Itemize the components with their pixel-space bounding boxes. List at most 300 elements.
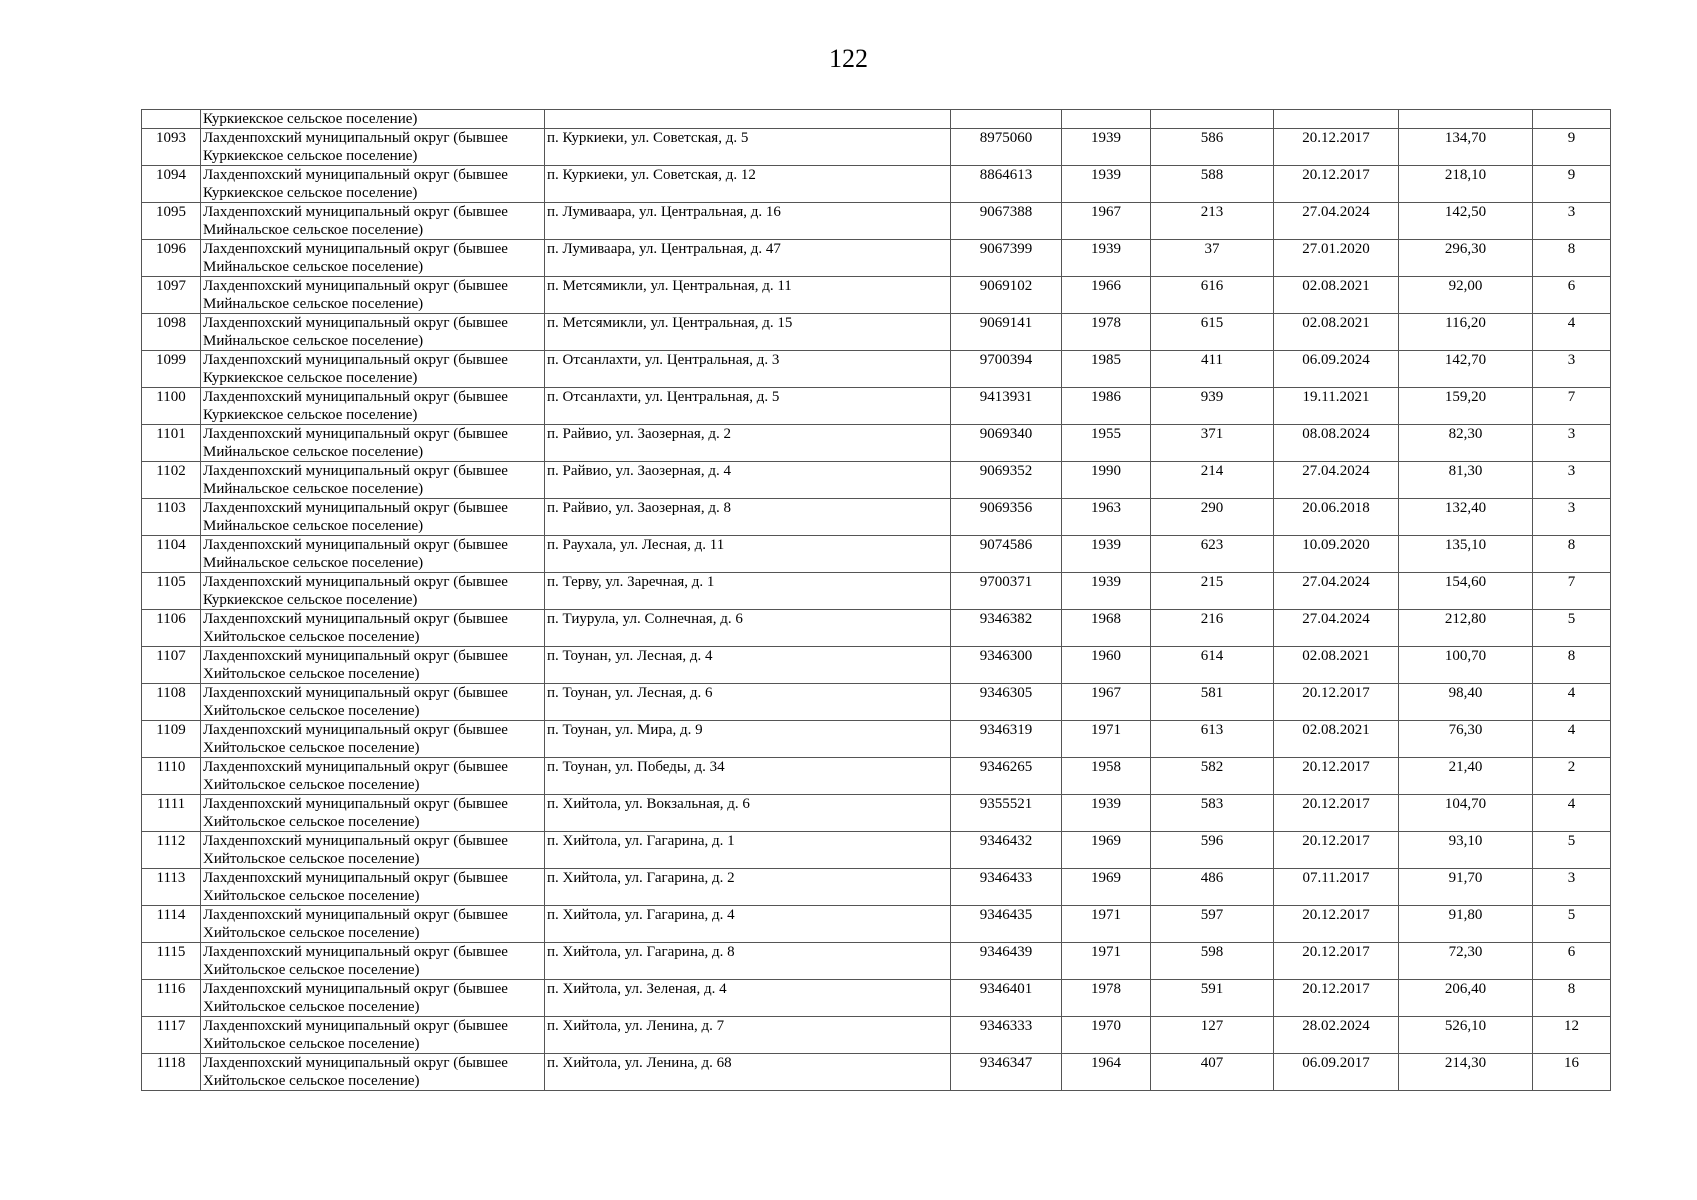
cell-date: 27.04.2024 [1274, 573, 1399, 610]
cell-number: 1106 [142, 610, 201, 647]
cell-address: п. Тоунан, ул. Мира, д. 9 [545, 721, 951, 758]
organization-line-2: Хийтольское сельское поселение) [203, 703, 420, 719]
organization-line-1: Лахденпохский муниципальный округ (бывшее [203, 241, 508, 257]
cell-year: 1939 [1062, 536, 1151, 573]
cell-organization [201, 980, 545, 1017]
cell-date: 06.09.2024 [1274, 351, 1399, 388]
cell-year: 1964 [1062, 1054, 1151, 1091]
organization-line-1: Лахденпохский муниципальный округ (бывшее [203, 167, 508, 183]
cell-address: п. Раухала, ул. Лесная, д. 11 [545, 536, 951, 573]
cell-address: п. Хийтола, ул. Гагарина, д. 8 [545, 943, 951, 980]
cell-area: 212,80 [1399, 610, 1533, 647]
table-row [142, 869, 1611, 906]
cell-people: 4 [1533, 721, 1611, 758]
cell-date: 08.08.2024 [1274, 425, 1399, 462]
cell-area: 92,00 [1399, 277, 1533, 314]
cell-reg-number: 215 [1151, 573, 1274, 610]
cell-date: 20.12.2017 [1274, 129, 1399, 166]
cell-area: 526,10 [1399, 1017, 1533, 1054]
cell-year: 1990 [1062, 462, 1151, 499]
cell-date: 19.11.2021 [1274, 388, 1399, 425]
cell-address: п. Отсанлахти, ул. Центральная, д. 3 [545, 351, 951, 388]
organization-line-2: Хийтольское сельское поселение) [203, 962, 420, 978]
organization-line-1: Лахденпохский муниципальный округ (бывшее [203, 1018, 508, 1034]
cell-date: 28.02.2024 [1274, 1017, 1399, 1054]
cell-number: 1093 [142, 129, 201, 166]
cell-year: 1939 [1062, 240, 1151, 277]
cell-date: 02.08.2021 [1274, 314, 1399, 351]
cell-code: 9346333 [951, 1017, 1062, 1054]
cell-code: 9346305 [951, 684, 1062, 721]
cell-number: 1112 [142, 832, 201, 869]
cell-year: 1939 [1062, 129, 1151, 166]
cell-area: 76,30 [1399, 721, 1533, 758]
cell-people: 3 [1533, 869, 1611, 906]
organization-line-2: Хийтольское сельское поселение) [203, 777, 420, 793]
cell-code: 9069352 [951, 462, 1062, 499]
table-row [142, 536, 1611, 573]
cell-reg-number: 127 [1151, 1017, 1274, 1054]
table-row [142, 573, 1611, 610]
cell-organization [201, 758, 545, 795]
cell-organization [201, 277, 545, 314]
cell-people: 7 [1533, 388, 1611, 425]
cell-reg-number: 582 [1151, 758, 1274, 795]
organization-line-1: Лахденпохский муниципальный округ (бывшее [203, 463, 508, 479]
organization-line-1: Лахденпохский муниципальный округ (бывшее [203, 204, 508, 220]
cell-reg-number: 371 [1151, 425, 1274, 462]
cell-organization: Куркиекское сельское поселение) [201, 110, 545, 129]
cell-reg-number: 216 [1151, 610, 1274, 647]
cell-area: 91,80 [1399, 906, 1533, 943]
cell-address: п. Хийтола, ул. Ленина, д. 7 [545, 1017, 951, 1054]
cell-area: 142,70 [1399, 351, 1533, 388]
table-row [142, 1017, 1611, 1054]
cell-people: 5 [1533, 906, 1611, 943]
cell-address: п. Терву, ул. Заречная, д. 1 [545, 573, 951, 610]
cell-people: 4 [1533, 314, 1611, 351]
cell-reg-number: 614 [1151, 647, 1274, 684]
cell-date: 27.01.2020 [1274, 240, 1399, 277]
cell-area: 72,30 [1399, 943, 1533, 980]
cell-organization [201, 869, 545, 906]
organization-line-2: Хийтольское сельское поселение) [203, 999, 420, 1015]
cell-number: 1101 [142, 425, 201, 462]
organization-line-2: Хийтольское сельское поселение) [203, 888, 420, 904]
organization-line-2: Куркиекское сельское поселение) [203, 407, 418, 423]
cell-code: 9346382 [951, 610, 1062, 647]
cell-area: 116,20 [1399, 314, 1533, 351]
cell-year: 1978 [1062, 314, 1151, 351]
cell-code: 9346435 [951, 906, 1062, 943]
organization-line-1: Лахденпохский муниципальный округ (бывшее [203, 389, 508, 405]
cell-code: 9346401 [951, 980, 1062, 1017]
organization-line-2: Куркиекское сельское поселение) [203, 148, 418, 164]
cell-code [951, 110, 1062, 129]
cell-address: п. Райвио, ул. Заозерная, д. 4 [545, 462, 951, 499]
cell-code: 9346319 [951, 721, 1062, 758]
cell-date: 02.08.2021 [1274, 721, 1399, 758]
cell-organization [201, 573, 545, 610]
organization-line-2: Хийтольское сельское поселение) [203, 925, 420, 941]
cell-code: 9413931 [951, 388, 1062, 425]
cell-date: 07.11.2017 [1274, 869, 1399, 906]
organization-line-2: Хийтольское сельское поселение) [203, 629, 420, 645]
cell-people: 3 [1533, 462, 1611, 499]
table-row [142, 129, 1611, 166]
cell-area: 134,70 [1399, 129, 1533, 166]
cell-address: п. Лумиваара, ул. Центральная, д. 47 [545, 240, 951, 277]
cell-date: 27.04.2024 [1274, 203, 1399, 240]
cell-address: п. Хийтола, ул. Зеленая, д. 4 [545, 980, 951, 1017]
table-body [142, 110, 1611, 1091]
cell-date: 20.12.2017 [1274, 980, 1399, 1017]
cell-date: 20.12.2017 [1274, 832, 1399, 869]
cell-year [1062, 110, 1151, 129]
cell-number: 1116 [142, 980, 201, 1017]
table-row [142, 314, 1611, 351]
cell-address: п. Отсанлахти, ул. Центральная, д. 5 [545, 388, 951, 425]
cell-organization [201, 943, 545, 980]
cell-reg-number: 597 [1151, 906, 1274, 943]
cell-number [142, 110, 201, 129]
cell-people: 12 [1533, 1017, 1611, 1054]
cell-code: 9069356 [951, 499, 1062, 536]
cell-number: 1114 [142, 906, 201, 943]
cell-code: 9067388 [951, 203, 1062, 240]
organization-line-1: Лахденпохский муниципальный округ (бывшее [203, 611, 508, 627]
cell-reg-number: 615 [1151, 314, 1274, 351]
cell-people: 3 [1533, 351, 1611, 388]
cell-reg-number: 596 [1151, 832, 1274, 869]
cell-address: п. Райвио, ул. Заозерная, д. 2 [545, 425, 951, 462]
cell-organization [201, 240, 545, 277]
cell-address: п. Райвио, ул. Заозерная, д. 8 [545, 499, 951, 536]
cell-year: 1969 [1062, 832, 1151, 869]
cell-number: 1100 [142, 388, 201, 425]
cell-people: 9 [1533, 166, 1611, 203]
cell-date: 20.12.2017 [1274, 795, 1399, 832]
cell-year: 1939 [1062, 573, 1151, 610]
cell-reg-number: 407 [1151, 1054, 1274, 1091]
organization-line-2: Мийнальское сельское поселение) [203, 555, 424, 571]
cell-address: п. Куркиеки, ул. Советская, д. 12 [545, 166, 951, 203]
cell-date: 10.09.2020 [1274, 536, 1399, 573]
cell-year: 1967 [1062, 203, 1151, 240]
cell-number: 1104 [142, 536, 201, 573]
cell-number: 1111 [142, 795, 201, 832]
cell-reg-number: 598 [1151, 943, 1274, 980]
cell-date: 20.06.2018 [1274, 499, 1399, 536]
cell-address: п. Хийтола, ул. Гагарина, д. 4 [545, 906, 951, 943]
cell-organization [201, 1017, 545, 1054]
cell-organization [201, 832, 545, 869]
cell-area: 91,70 [1399, 869, 1533, 906]
cell-area: 296,30 [1399, 240, 1533, 277]
organization-line-1: Лахденпохский муниципальный округ (бывшее [203, 796, 508, 812]
cell-year: 1971 [1062, 906, 1151, 943]
cell-people: 5 [1533, 832, 1611, 869]
organization-line-1: Лахденпохский муниципальный округ (бывшее [203, 537, 508, 553]
cell-area: 81,30 [1399, 462, 1533, 499]
cell-reg-number: 583 [1151, 795, 1274, 832]
table-row [142, 906, 1611, 943]
cell-area: 214,30 [1399, 1054, 1533, 1091]
cell-code: 9355521 [951, 795, 1062, 832]
cell-area: 135,10 [1399, 536, 1533, 573]
cell-area: 21,40 [1399, 758, 1533, 795]
cell-year: 1939 [1062, 166, 1151, 203]
cell-area: 104,70 [1399, 795, 1533, 832]
cell-area: 93,10 [1399, 832, 1533, 869]
cell-address: п. Тоунан, ул. Лесная, д. 4 [545, 647, 951, 684]
table-row [142, 610, 1611, 647]
organization-line-1: Лахденпохский муниципальный округ (бывшее [203, 130, 508, 146]
cell-address: п. Куркиеки, ул. Советская, д. 5 [545, 129, 951, 166]
cell-address: п. Хийтола, ул. Вокзальная, д. 6 [545, 795, 951, 832]
organization-line-2: Хийтольское сельское поселение) [203, 851, 420, 867]
cell-people: 7 [1533, 573, 1611, 610]
cell-number: 1103 [142, 499, 201, 536]
table-row [142, 795, 1611, 832]
cell-area: 154,60 [1399, 573, 1533, 610]
cell-number: 1118 [142, 1054, 201, 1091]
cell-people: 8 [1533, 980, 1611, 1017]
cell-organization [201, 129, 545, 166]
cell-number: 1094 [142, 166, 201, 203]
cell-year: 1971 [1062, 943, 1151, 980]
cell-number: 1099 [142, 351, 201, 388]
cell-code: 8975060 [951, 129, 1062, 166]
cell-code: 9346433 [951, 869, 1062, 906]
cell-organization [201, 425, 545, 462]
cell-reg-number [1151, 110, 1274, 129]
cell-date [1274, 110, 1399, 129]
cell-organization [201, 462, 545, 499]
cell-code: 9069141 [951, 314, 1062, 351]
cell-area: 142,50 [1399, 203, 1533, 240]
cell-date: 06.09.2017 [1274, 1054, 1399, 1091]
cell-reg-number: 939 [1151, 388, 1274, 425]
organization-line-1: Лахденпохский муниципальный округ (бывшее [203, 648, 508, 664]
cell-year: 1966 [1062, 277, 1151, 314]
cell-reg-number: 591 [1151, 980, 1274, 1017]
organization-line-2: Мийнальское сельское поселение) [203, 259, 424, 275]
cell-area [1399, 110, 1533, 129]
cell-number: 1096 [142, 240, 201, 277]
table-row [142, 980, 1611, 1017]
cell-address: п. Метсямикли, ул. Центральная, д. 15 [545, 314, 951, 351]
cell-people: 2 [1533, 758, 1611, 795]
cell-reg-number: 623 [1151, 536, 1274, 573]
cell-area: 132,40 [1399, 499, 1533, 536]
table-row [142, 388, 1611, 425]
organization-line-1: Лахденпохский муниципальный округ (бывшее [203, 352, 508, 368]
table-row [142, 203, 1611, 240]
page-number: 122 [829, 44, 868, 73]
cell-date: 20.12.2017 [1274, 684, 1399, 721]
cell-reg-number: 37 [1151, 240, 1274, 277]
cell-area: 218,10 [1399, 166, 1533, 203]
cell-organization [201, 203, 545, 240]
cell-address: п. Метсямикли, ул. Центральная, д. 11 [545, 277, 951, 314]
cell-date: 27.04.2024 [1274, 462, 1399, 499]
cell-code: 8864613 [951, 166, 1062, 203]
cell-year: 1955 [1062, 425, 1151, 462]
cell-number: 1105 [142, 573, 201, 610]
organization-line-2: Куркиекское сельское поселение) [203, 592, 418, 608]
table-row [142, 758, 1611, 795]
cell-number: 1115 [142, 943, 201, 980]
cell-reg-number: 613 [1151, 721, 1274, 758]
cell-code: 9069102 [951, 277, 1062, 314]
cell-people: 3 [1533, 499, 1611, 536]
cell-area: 159,20 [1399, 388, 1533, 425]
organization-line-1: Лахденпохский муниципальный округ (бывшее [203, 722, 508, 738]
organization-line-2: Мийнальское сельское поселение) [203, 444, 424, 460]
cell-code: 9700371 [951, 573, 1062, 610]
table-row [142, 721, 1611, 758]
cell-address: п. Хийтола, ул. Гагарина, д. 2 [545, 869, 951, 906]
cell-year: 1963 [1062, 499, 1151, 536]
cell-reg-number: 214 [1151, 462, 1274, 499]
cell-year: 1967 [1062, 684, 1151, 721]
cell-organization [201, 721, 545, 758]
table-row [142, 1054, 1611, 1091]
cell-date: 20.12.2017 [1274, 166, 1399, 203]
cell-people: 6 [1533, 277, 1611, 314]
cell-reg-number: 290 [1151, 499, 1274, 536]
table-row [142, 425, 1611, 462]
table-row [142, 943, 1611, 980]
cell-people: 4 [1533, 684, 1611, 721]
cell-year: 1986 [1062, 388, 1151, 425]
cell-number: 1117 [142, 1017, 201, 1054]
cell-year: 1978 [1062, 980, 1151, 1017]
cell-number: 1095 [142, 203, 201, 240]
cell-people: 8 [1533, 240, 1611, 277]
cell-people: 16 [1533, 1054, 1611, 1091]
organization-line-1: Лахденпохский муниципальный округ (бывшее [203, 833, 508, 849]
cell-organization [201, 1054, 545, 1091]
cell-date: 02.08.2021 [1274, 277, 1399, 314]
cell-area: 206,40 [1399, 980, 1533, 1017]
cell-people: 9 [1533, 129, 1611, 166]
cell-number: 1113 [142, 869, 201, 906]
cell-organization [201, 388, 545, 425]
table-row [142, 684, 1611, 721]
cell-number: 1097 [142, 277, 201, 314]
cell-number: 1107 [142, 647, 201, 684]
cell-organization [201, 684, 545, 721]
organization-line-1: Лахденпохский муниципальный округ (бывшее [203, 870, 508, 886]
cell-people [1533, 110, 1611, 129]
cell-people: 6 [1533, 943, 1611, 980]
cell-organization [201, 610, 545, 647]
cell-number: 1098 [142, 314, 201, 351]
cell-people: 3 [1533, 425, 1611, 462]
table-row [142, 351, 1611, 388]
cell-reg-number: 486 [1151, 869, 1274, 906]
cell-number: 1102 [142, 462, 201, 499]
table-row [142, 462, 1611, 499]
table-row-continued [142, 110, 1611, 129]
organization-line-2: Хийтольское сельское поселение) [203, 666, 420, 682]
cell-number: 1109 [142, 721, 201, 758]
cell-code: 9346265 [951, 758, 1062, 795]
cell-address: п. Хийтола, ул. Ленина, д. 68 [545, 1054, 951, 1091]
table-row [142, 499, 1611, 536]
table-row [142, 647, 1611, 684]
organization-line-1: Лахденпохский муниципальный округ (бывшее [203, 1055, 508, 1071]
organization-line-1: Лахденпохский муниципальный округ (бывшее [203, 278, 508, 294]
cell-address: п. Тоунан, ул. Лесная, д. 6 [545, 684, 951, 721]
cell-people: 8 [1533, 536, 1611, 573]
cell-code: 9346347 [951, 1054, 1062, 1091]
organization-line-1: Лахденпохский муниципальный округ (бывшее [203, 315, 508, 331]
cell-reg-number: 411 [1151, 351, 1274, 388]
cell-address [545, 110, 951, 129]
cell-year: 1960 [1062, 647, 1151, 684]
cell-code: 9700394 [951, 351, 1062, 388]
organization-line-1: Лахденпохский муниципальный округ (бывшее [203, 685, 508, 701]
cell-organization [201, 314, 545, 351]
organization-line-1: Лахденпохский муниципальный округ (бывшее [203, 907, 508, 923]
cell-code: 9346439 [951, 943, 1062, 980]
cell-year: 1969 [1062, 869, 1151, 906]
cell-year: 1939 [1062, 795, 1151, 832]
cell-address: п. Хийтола, ул. Гагарина, д. 1 [545, 832, 951, 869]
cell-area: 98,40 [1399, 684, 1533, 721]
table-row [142, 166, 1611, 203]
cell-people: 4 [1533, 795, 1611, 832]
cell-date: 20.12.2017 [1274, 906, 1399, 943]
cell-area: 100,70 [1399, 647, 1533, 684]
cell-year: 1985 [1062, 351, 1151, 388]
cell-code: 9346432 [951, 832, 1062, 869]
cell-people: 8 [1533, 647, 1611, 684]
organization-line-2: Хийтольское сельское поселение) [203, 740, 420, 756]
cell-organization [201, 536, 545, 573]
cell-reg-number: 616 [1151, 277, 1274, 314]
table-row [142, 240, 1611, 277]
cell-date: 02.08.2021 [1274, 647, 1399, 684]
cell-code: 9074586 [951, 536, 1062, 573]
table-row [142, 277, 1611, 314]
cell-organization [201, 166, 545, 203]
organization-line-2: Мийнальское сельское поселение) [203, 481, 424, 497]
table-row [142, 832, 1611, 869]
cell-code: 9067399 [951, 240, 1062, 277]
organization-line-2: Куркиекское сельское поселение) [203, 185, 418, 201]
organization-line-2: Мийнальское сельское поселение) [203, 333, 424, 349]
cell-address: п. Тоунан, ул. Победы, д. 34 [545, 758, 951, 795]
cell-year: 1970 [1062, 1017, 1151, 1054]
organization-line-1: Лахденпохский муниципальный округ (бывшее [203, 759, 508, 775]
registry-table [141, 109, 1611, 1091]
cell-date: 27.04.2024 [1274, 610, 1399, 647]
cell-number: 1110 [142, 758, 201, 795]
cell-address: п. Лумиваара, ул. Центральная, д. 16 [545, 203, 951, 240]
cell-year: 1958 [1062, 758, 1151, 795]
cell-organization [201, 647, 545, 684]
cell-reg-number: 588 [1151, 166, 1274, 203]
cell-people: 3 [1533, 203, 1611, 240]
organization-line-1: Лахденпохский муниципальный округ (бывшее [203, 574, 508, 590]
cell-organization [201, 795, 545, 832]
cell-reg-number: 586 [1151, 129, 1274, 166]
cell-organization [201, 499, 545, 536]
